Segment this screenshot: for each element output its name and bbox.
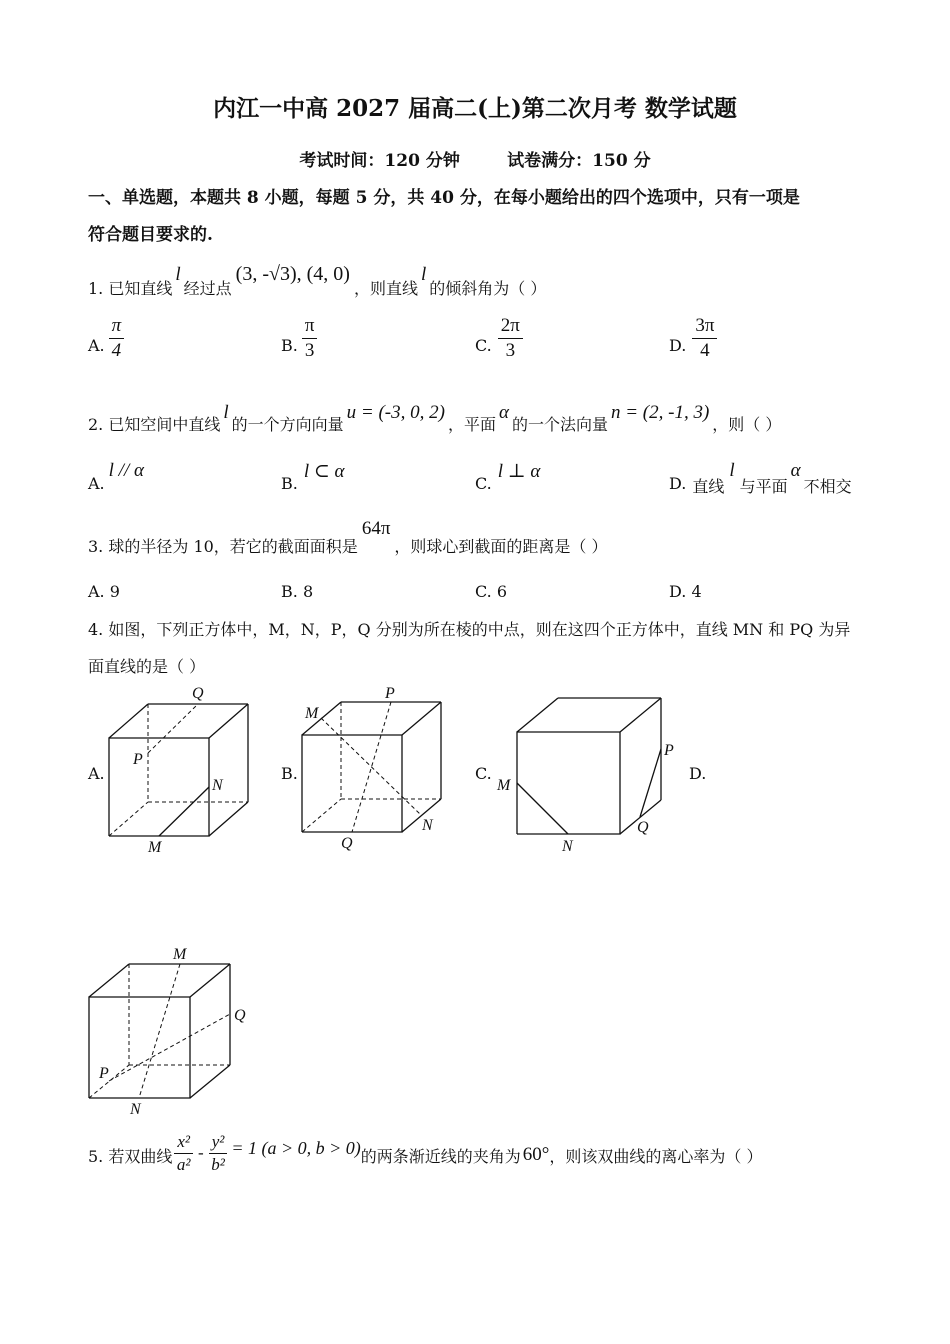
question-3 <box>88 518 608 557</box>
cube-figure-c <box>490 685 690 860</box>
cube-b-line-mn <box>321 718 421 815</box>
page-title: 内江一中高 2027 届高二(上)第二次月考 数学试题 <box>213 95 737 122</box>
cube-c-label-n: N <box>562 838 573 855</box>
q2-option-d-alpha: α <box>790 460 801 481</box>
q4-option-a-label[interactable]: A. <box>88 764 105 783</box>
q2-mid2: ，平面 <box>447 415 496 434</box>
q2-option-b-expr: l ⊂ α <box>303 461 345 482</box>
q1-option-c-den: 3 <box>505 339 516 361</box>
q2-mid3: 的一个法向量 <box>511 415 608 434</box>
q3-option-d-value: 4 <box>691 582 702 601</box>
q2-option-d[interactable] <box>669 460 852 497</box>
q2-option-d-text1: 直线 <box>692 477 725 496</box>
q1-points: (3, -√3), (4, 0) <box>235 263 350 285</box>
cube-b-edge <box>402 702 441 735</box>
cube-d-line-pq <box>109 1014 230 1081</box>
q2-vec-u: u = (-3, 0, 2) <box>346 402 445 423</box>
q1-option-b-den: 3 <box>304 339 315 361</box>
cube-b-label-m: M <box>305 705 319 722</box>
cube-a-edge <box>109 704 148 738</box>
q4-option-b-label[interactable]: B. <box>281 764 298 783</box>
q1-option-b-frac <box>302 316 318 361</box>
q3-option-c[interactable] <box>475 582 507 601</box>
cube-a-line-mn <box>159 787 209 836</box>
q3-option-d-label: D. <box>669 582 687 601</box>
q1-option-c-label: C. <box>475 335 492 355</box>
q2-option-d-var-l: l <box>729 460 735 481</box>
q3-option-b-value: 8 <box>302 582 314 601</box>
q5-end: ，则该双曲线的离心率为（ ） <box>549 1146 763 1166</box>
exam-info: 考试时间：120 分钟 试卷满分：150 分 <box>299 151 651 171</box>
q1-option-a-label: A. <box>88 335 105 355</box>
q1-option-c-num: 2π <box>498 316 523 339</box>
q1-var-l2: l <box>420 264 427 285</box>
q1-suffix: ，则直线 <box>353 279 418 298</box>
cube-a-line-pq <box>148 704 198 753</box>
cube-d-label-p: P <box>99 1065 109 1082</box>
q1-option-d[interactable] <box>669 316 717 361</box>
q2-option-c-label: C. <box>475 474 492 493</box>
q1-mid: 经过点 <box>183 279 232 298</box>
q1-option-d-num: 3π <box>692 316 717 339</box>
cube-c-edge <box>620 698 661 732</box>
cube-c-line-pq <box>640 749 661 817</box>
q3-option-d[interactable] <box>669 582 702 601</box>
q3-option-a-value: 9 <box>109 582 120 601</box>
question-1 <box>88 262 547 298</box>
q2-option-b-label: B. <box>281 474 298 493</box>
q3-option-b-label: B. <box>281 582 298 601</box>
question-2 <box>88 400 782 434</box>
q1-option-d-den: 4 <box>700 339 710 361</box>
q2-option-c[interactable] <box>475 460 540 493</box>
cube-d-line-mn <box>139 964 180 1098</box>
q5-frac-y-num: y² <box>209 1133 228 1154</box>
cube-d-label-q: Q <box>234 1007 246 1024</box>
q2-option-a-expr: l // α <box>108 460 144 481</box>
cube-a-edge <box>209 704 248 738</box>
q1-option-a-den: 4 <box>111 339 122 361</box>
q5-frac-x <box>174 1133 193 1174</box>
section-heading-line1: 一、单选题，本题共 8 小题，每题 5 分，共 40 分，在每小题给出的四个选项中，只有一项是 <box>88 188 800 208</box>
q5-rest: = 1 (a > 0, b > 0) <box>231 1137 361 1158</box>
cube-c-label-m: M <box>497 777 511 794</box>
cube-c-front-face <box>517 732 620 834</box>
q3-option-c-label: C. <box>475 582 492 601</box>
q2-alpha: α <box>498 402 509 423</box>
cube-b-label-n: N <box>422 817 433 834</box>
cube-d-label-m: M <box>173 946 187 963</box>
q2-end: ，则（ ） <box>712 415 782 434</box>
q3-end: ，则球心到截面的距离是（ ） <box>394 537 608 556</box>
cube-figure-b <box>295 680 455 860</box>
q2-var-l: l <box>223 402 229 423</box>
q2-option-d-text2: 与平面 <box>739 477 788 496</box>
q4-option-c-label[interactable]: C. <box>475 764 492 783</box>
cube-d-label-n: N <box>130 1101 141 1118</box>
q2-option-c-expr: l ⊥ α <box>497 461 541 482</box>
q5-frac-x-num: x² <box>174 1133 193 1154</box>
cube-a-label-n: N <box>212 777 223 794</box>
q5-frac-y-den: b² <box>211 1154 225 1174</box>
question-4-line2: 面直线的是（ ） <box>88 657 206 676</box>
q5-frac-y <box>209 1133 228 1174</box>
question-4-line1: 4. 如图，下列正方体中，M，N，P，Q 分别为所在棱的中点，则在这四个正方体中，直线 MN 和 PQ 为异 <box>88 620 851 639</box>
q2-option-a-label: A. <box>88 474 105 493</box>
cube-c-edge <box>517 698 558 732</box>
cube-d-edge <box>190 964 230 997</box>
q1-option-a-frac <box>109 316 125 361</box>
q2-option-b[interactable] <box>281 460 345 493</box>
q3-option-b[interactable] <box>281 582 313 601</box>
cube-d-front-face <box>89 997 190 1098</box>
q1-var-l: l <box>175 264 181 285</box>
q2-prefix: 2. 已知空间中直线 <box>88 415 221 434</box>
q4-option-d-label[interactable]: D. <box>689 764 707 783</box>
section-heading-line2: 符合题目要求的. <box>88 225 213 245</box>
q5-frac-x-den: a² <box>176 1154 191 1174</box>
q5-angle: 60° <box>522 1144 550 1166</box>
q3-option-c-value: 6 <box>496 582 508 601</box>
q3-area: 64π <box>361 518 391 539</box>
q2-option-d-text3: 不相交 <box>803 477 852 496</box>
q2-option-d-label: D. <box>669 474 687 493</box>
cube-c-line-mn <box>517 783 568 834</box>
q1-option-b[interactable] <box>281 316 317 361</box>
q5-minus: - <box>198 1143 204 1163</box>
q1-option-a[interactable] <box>88 316 124 361</box>
q1-option-d-frac <box>692 316 717 361</box>
cube-figure-a <box>100 680 250 860</box>
q1-option-c[interactable] <box>475 316 523 361</box>
q1-end: 的倾斜角为（ ） <box>429 279 547 298</box>
q3-option-a-label: A. <box>88 582 105 601</box>
question-5 <box>88 1133 763 1174</box>
q5-mid: 的两条渐近线的夹角为 <box>360 1146 521 1166</box>
q3-prefix: 3. 球的半径为 10，若它的截面面积是 <box>88 537 358 556</box>
q1-option-b-num: π <box>302 316 318 339</box>
q1-option-b-label: B. <box>281 335 298 355</box>
cube-a-hidden-edge <box>109 802 148 836</box>
cube-b-front-face <box>302 735 402 832</box>
cube-a-label-q: Q <box>192 685 204 702</box>
cube-c-label-p: P <box>664 742 674 759</box>
cube-a-front-face <box>109 738 209 836</box>
q3-option-a[interactable] <box>88 582 120 601</box>
q2-mid1: 的一个方向向量 <box>231 415 344 434</box>
cube-c-label-q: Q <box>637 819 649 836</box>
q1-prefix: 1. 已知直线 <box>88 279 173 298</box>
q1-option-d-label: D. <box>669 335 687 355</box>
cube-a-label-p: P <box>133 751 143 768</box>
cube-figure-d <box>80 940 270 1125</box>
cube-d-edge <box>190 1065 230 1098</box>
q2-option-a[interactable] <box>88 460 144 493</box>
cube-d-edge <box>89 964 129 997</box>
cube-b-label-p: P <box>385 685 395 702</box>
cube-a-label-m: M <box>148 839 162 856</box>
cube-b-label-q: Q <box>341 835 353 852</box>
q5-prefix: 5. 若双曲线 <box>88 1146 173 1166</box>
q2-vec-n: n = (2, -1, 3) <box>610 402 710 423</box>
cube-b-hidden-edge <box>302 799 341 832</box>
q1-option-a-num: π <box>109 316 125 339</box>
cube-d-hidden-edge <box>89 1065 129 1098</box>
cube-a-edge <box>209 802 248 836</box>
q1-option-c-frac <box>498 316 523 361</box>
